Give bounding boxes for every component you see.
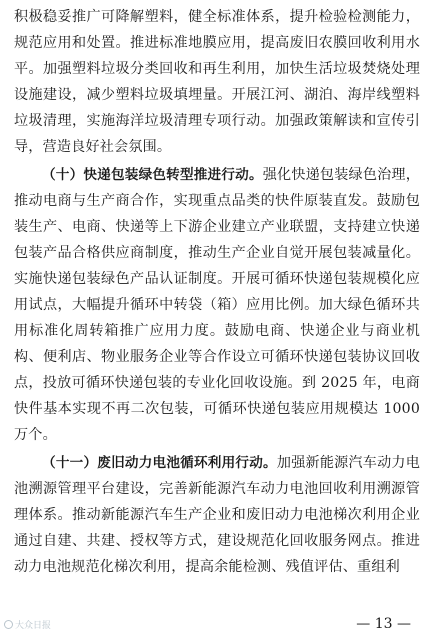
paragraph-3-text: 加强新能源汽车动力电池溯源管理平台建设，完善新能源汽车动力电池回收利用溯源管理体系。推动新能源汽车生产企业和废旧动力电池梯次利用企业通过自建、共建、授权等方式，建设规范化回收服务网点。推进动力电池规范化梯次利用，提高余能检测、残值评估、重组利 [14,455,421,575]
watermark-text: 大众日报 [15,621,52,631]
paragraph-2 [14,162,420,448]
watermark-logo-icon [4,620,13,629]
paragraph-1-text: 积极稳妥推广可降解塑料，健全标准体系，提升检验检测能力，规范应用和处置。推进标准地膜应用，提高废旧农膜回收利用水平。加强塑料垃圾分类回收和再生利用，加快生活垃圾焚烧处理设施建设，减少塑料垃圾填埋量。开展江河、湖泊、海岸线塑料垃圾清理，实施海洋垃圾清理专项行动。加强政策解读和宣传引导，营造良好社会氛围。 [14,9,420,155]
paragraph-1 [14,4,420,160]
paragraph-2-heading: （十）快递包装绿色转型推进行动。 [42,167,263,183]
paragraph-3-heading: （十一）废旧动力电池循环利用行动。 [42,455,277,471]
watermark [4,618,51,631]
page-number: — 13 — [356,616,411,632]
paragraph-3 [14,450,420,580]
paragraph-2-text: 强化快递包装绿色治理，推动电商与生产商合作，实现重点品类的快件原装直发。鼓励包装生产、电商、快递等上下游企业建立产业联盟，支持建立快递包装产品合格供应商制度，推动生产企业自觉开展包装减量化。实施快递包装绿色产品认证制度。开展可循环快递包装规模化应用试点，大幅提升循环中转袋（箱）应用比例。加大绿色循环共用标准化周转箱推广应用力度。鼓励电商、快递企业与商业机构、便利店、物业服务企业等合作设立可循环快递包装协议回收点，投放可循环快递包装的专业化回收设施。到 2025 年，电商快件基本实现不再二次包装，可循环快递包装应用规模达 1000 万个。 [14,167,421,443]
document-page [14,4,420,580]
